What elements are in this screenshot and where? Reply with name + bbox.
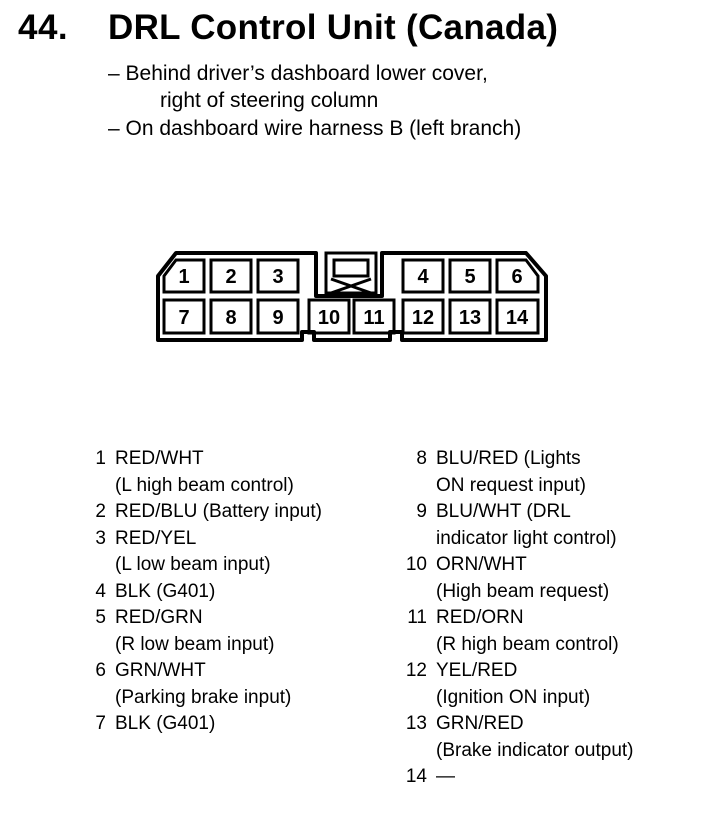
location-line-2: right of steering column — [160, 89, 379, 112]
pin-number: 9 — [416, 501, 427, 522]
pin-label-3: 3 — [272, 266, 284, 288]
connector-latch-icon — [326, 253, 376, 293]
pin-number: 2 — [95, 501, 106, 522]
pin-number: 7 — [95, 713, 106, 734]
pin-wire: RED/ORN — [436, 607, 524, 628]
pin-label-12: 12 — [411, 307, 435, 329]
pin-description: (L low beam input) — [115, 554, 271, 575]
pin-number: 14 — [405, 766, 427, 787]
pin-number: 1 — [95, 448, 106, 469]
pin-wire: RED/WHT — [115, 448, 204, 469]
pin-entry — [398, 711, 698, 764]
pin-entry — [398, 605, 698, 658]
pin-wire: BLK (G401) — [115, 713, 216, 734]
pin-entry — [80, 605, 370, 658]
pin-number: 12 — [405, 660, 427, 681]
pin-wire: YEL/RED — [436, 660, 518, 681]
pin-description: (Brake indicator output) — [436, 739, 634, 761]
pin-wire: RED/YEL — [115, 527, 197, 549]
pin-label-13: 13 — [458, 307, 482, 329]
pin-label-9: 9 — [272, 307, 284, 329]
connector-diagram — [0, 0, 704, 400]
pin-label-14: 14 — [505, 307, 529, 329]
pin-description: indicator light control) — [436, 527, 617, 549]
pin-list-left — [80, 446, 370, 738]
pin-number: 11 — [407, 607, 427, 628]
pin-number: 5 — [95, 607, 106, 628]
pin-label-11: 11 — [363, 307, 385, 329]
connector-housing — [158, 253, 546, 340]
pin-description: (R high beam control) — [436, 633, 619, 655]
pin-entry — [398, 658, 698, 711]
pin-list-right — [398, 446, 698, 791]
pin-entry — [398, 499, 698, 552]
pin-wire: BLU/RED (Lights — [436, 448, 581, 469]
pin-wire: RED/GRN — [115, 607, 203, 628]
pin-description: ON request input) — [436, 474, 586, 496]
pin-entry — [398, 552, 698, 605]
pin-entry — [80, 711, 370, 738]
pin-wire: — — [436, 766, 455, 787]
pin-wire: GRN/RED — [436, 713, 524, 734]
pin-wire: GRN/WHT — [115, 660, 206, 681]
pin-description: (L high beam control) — [115, 474, 294, 496]
pin-wire: BLK (G401) — [115, 580, 216, 602]
pin-number: 13 — [405, 713, 427, 734]
pin-description: (R low beam input) — [115, 633, 275, 655]
pin-entry — [80, 526, 370, 579]
pin-entry — [398, 764, 698, 791]
pin-description: (High beam request) — [436, 580, 610, 602]
pin-wire: BLU/WHT (DRL — [436, 501, 571, 522]
pin-label-7: 7 — [178, 307, 190, 329]
item-number: 44. — [18, 8, 69, 47]
pin-number: 3 — [95, 527, 106, 549]
pin-wire: ORN/WHT — [436, 554, 527, 575]
location-line-1: – Behind driver’s dashboard lower cover, — [108, 62, 488, 85]
pin-entry — [80, 658, 370, 711]
pin-number: 10 — [405, 554, 427, 575]
location-line-3: – On dashboard wire harness B (left branch) — [108, 117, 522, 140]
pin-entry — [398, 446, 698, 499]
pin-label-2: 2 — [225, 266, 237, 288]
pin-label-6: 6 — [511, 266, 523, 288]
page-title: DRL Control Unit (Canada) — [108, 8, 559, 47]
pin-label-8: 8 — [225, 307, 237, 329]
pin-label-4: 4 — [417, 266, 429, 288]
pin-label-5: 5 — [464, 266, 476, 288]
pin-description: (Ignition ON input) — [436, 686, 591, 708]
pin-entry — [80, 446, 370, 499]
pin-wire: RED/BLU (Battery input) — [115, 501, 322, 522]
pin-entry — [80, 499, 370, 526]
pin-number: 4 — [95, 580, 106, 602]
pin-label-10: 10 — [317, 307, 341, 329]
pin-entry — [80, 579, 370, 606]
pin-label-1: 1 — [178, 266, 190, 288]
pin-number: 8 — [416, 448, 427, 469]
pin-description: (Parking brake input) — [115, 686, 292, 708]
pin-number: 6 — [95, 660, 106, 681]
